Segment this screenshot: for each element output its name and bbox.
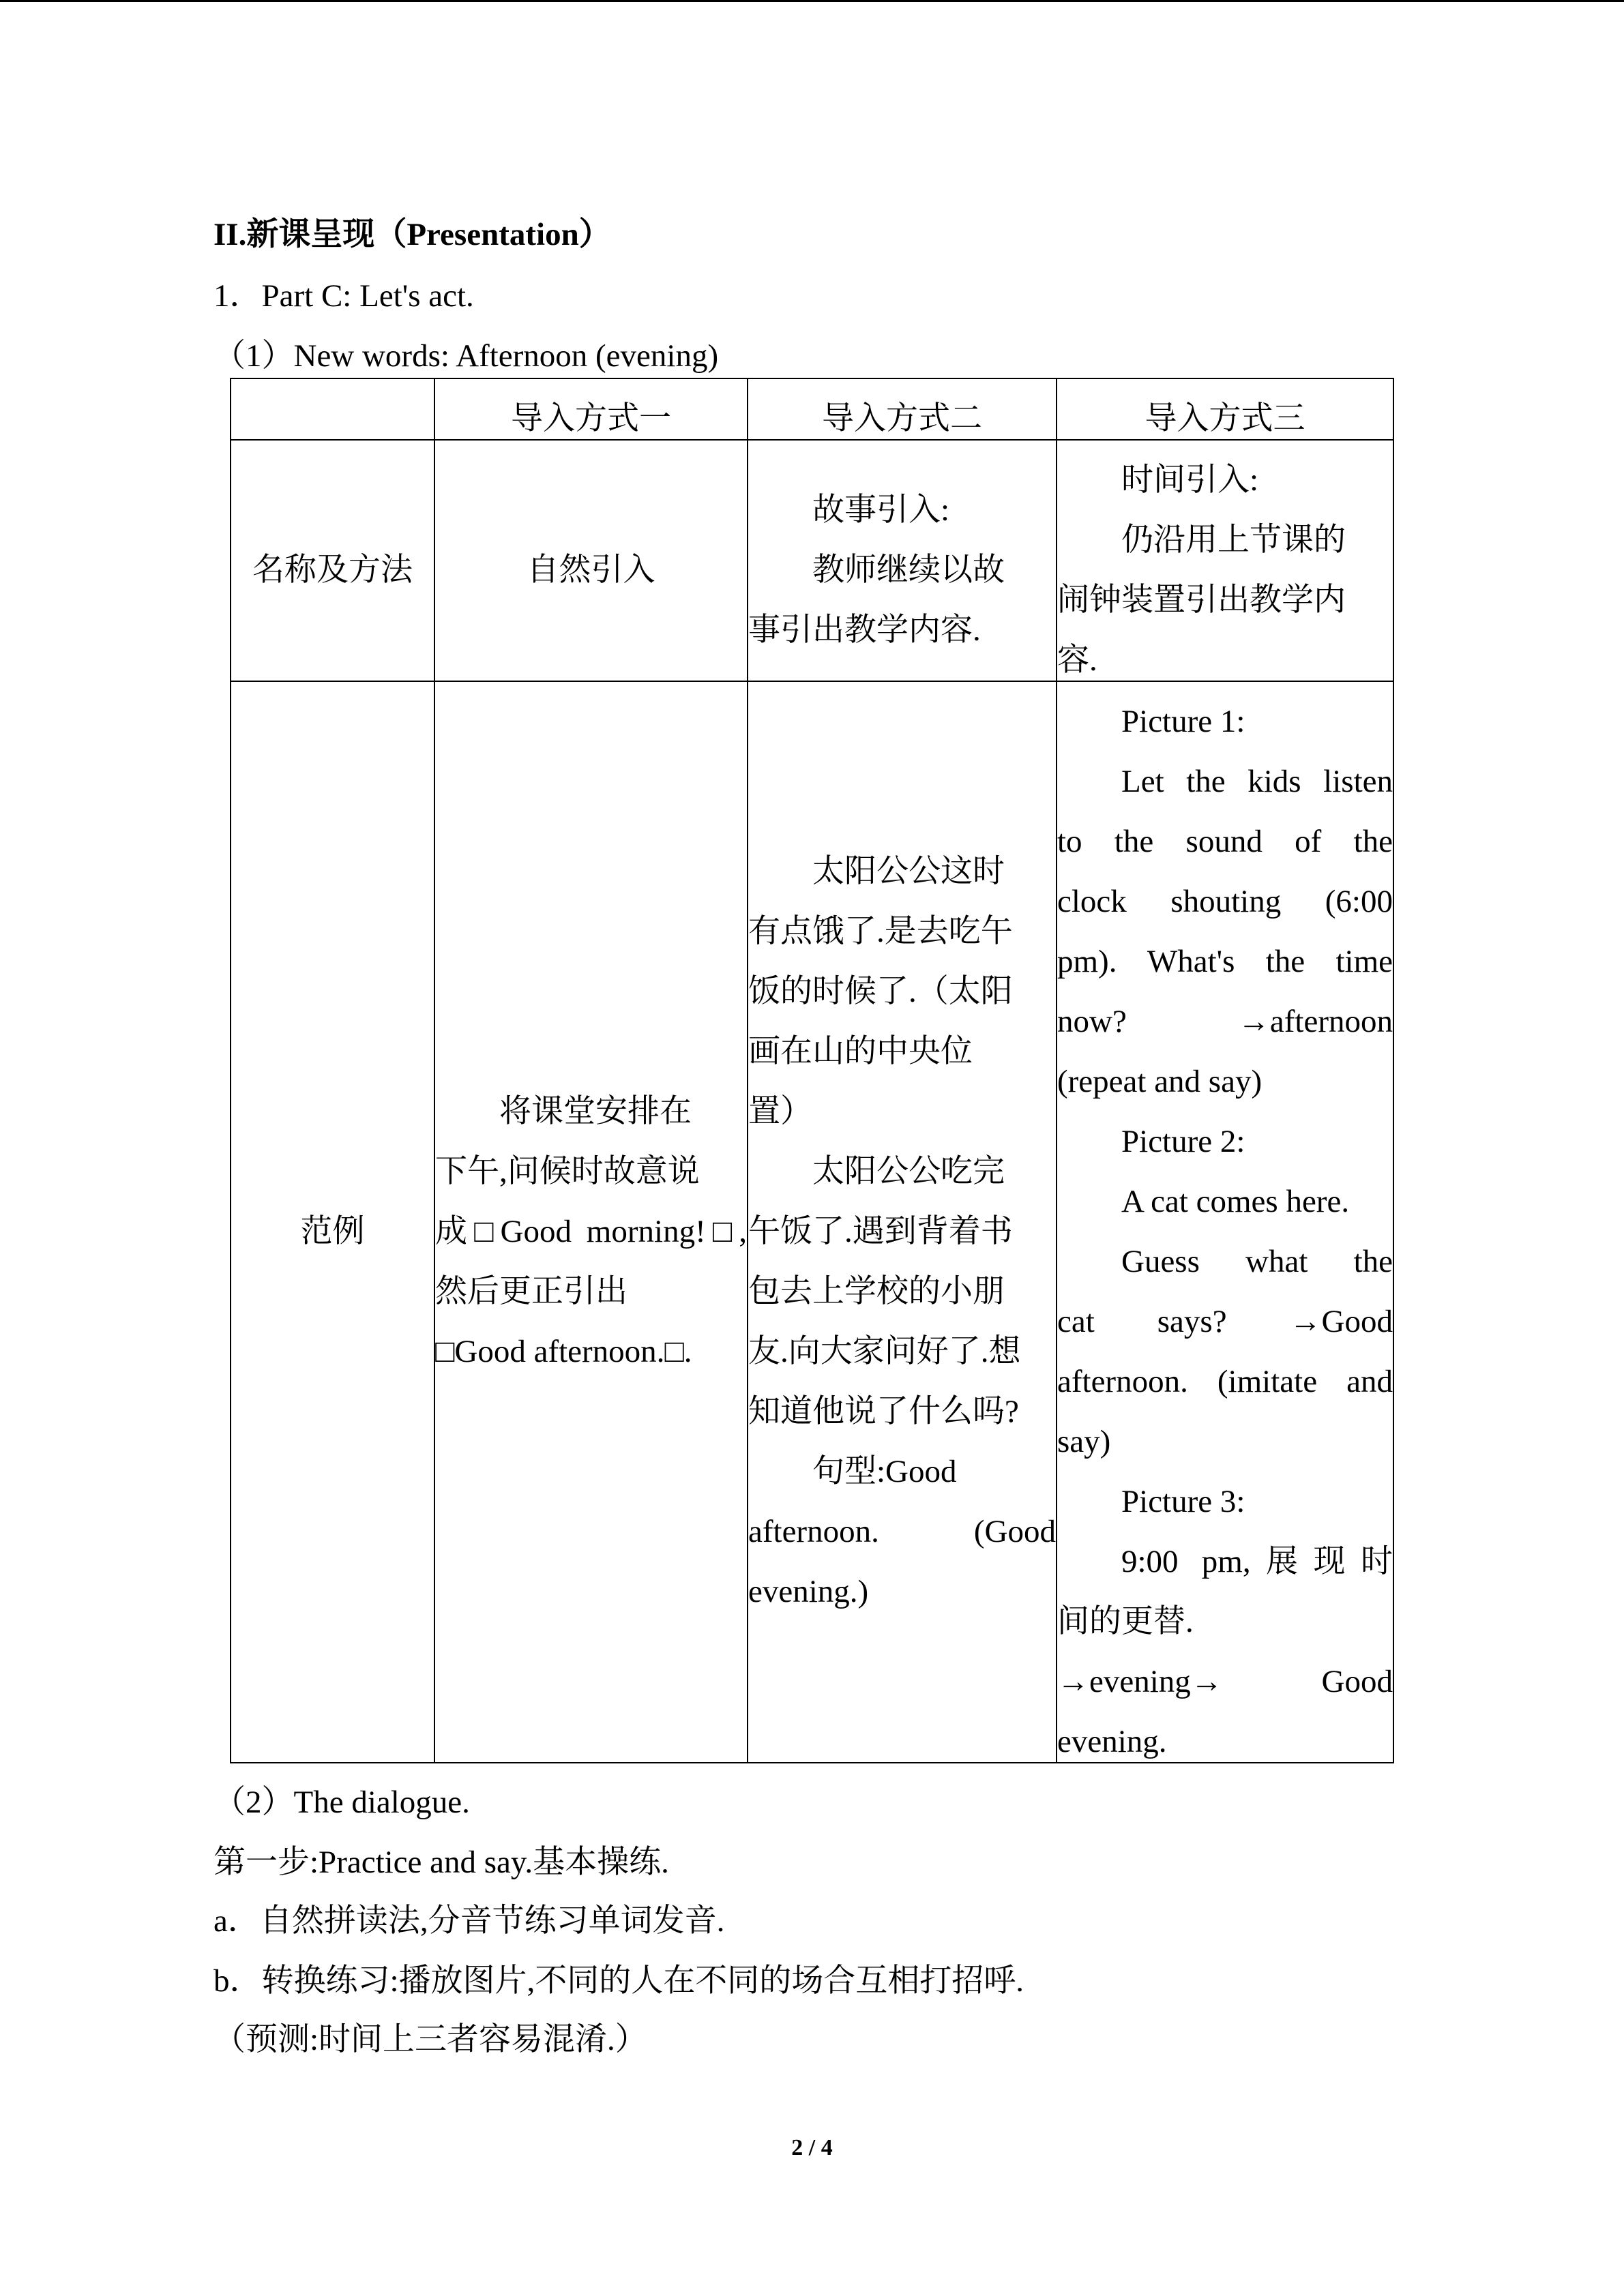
header-cell-method-2 [748, 378, 1057, 440]
cell-text-line: evening.) [748, 1574, 869, 1609]
row-label-cell [231, 440, 434, 681]
cell-text-line: 画在山的中央位 [748, 1034, 973, 1069]
cell-text-line: 仍沿用上节课的 [1121, 522, 1346, 558]
cell-text-line: (repeat and say) [1057, 1064, 1263, 1099]
page-top-edge-line [0, 0, 1624, 2]
table-row-examples [231, 681, 1393, 1763]
cell-text-line: 知道他说了什么吗? [748, 1394, 1019, 1429]
table-row-name-and-method [231, 440, 1393, 681]
cell-text-line: Picture 1: [1121, 704, 1245, 739]
cell-text-line: afternoon. (Good [748, 1514, 1056, 1549]
row-label-cell [231, 681, 434, 1763]
cell-text-line: 将课堂安排在 [499, 1094, 692, 1129]
cell-text-line: A cat comes here. [1121, 1184, 1350, 1219]
cell-text-line: 太阳公公这时 [812, 854, 1005, 889]
cell-text-line: 饭的时候了.（太阳 [748, 974, 1013, 1009]
cell-text-line: 闹钟装置引出教学内 [1057, 582, 1346, 618]
method-2-cell [748, 440, 1057, 681]
section-heading: II.新课呈现（Presentation） [213, 217, 611, 252]
cell-text-line: Picture 3: [1121, 1484, 1245, 1519]
part-title: 1．Part C: Let's act. [213, 278, 474, 314]
cell-text-line: Guess what the [1121, 1244, 1393, 1279]
cell-text-line: 间的更替. [1057, 1604, 1194, 1639]
page-number: 2 / 4 [791, 2135, 833, 2160]
row-label: 名称及方法 [252, 552, 413, 588]
cell-text-line: afternoon. (imitate and [1057, 1364, 1393, 1399]
cell-text-line: Let the kids listen [1121, 764, 1393, 799]
method-3-cell [1057, 440, 1393, 681]
step-one-line: 第一步:Practice and say.基本操练. [213, 1845, 669, 1880]
cell-text-line: pm). What's the time [1057, 944, 1393, 979]
header-cell-empty [231, 378, 434, 440]
cell-text-line: 容. [1057, 642, 1097, 678]
header-cell-method-1 [434, 378, 748, 440]
cell-text-line: 太阳公公吃完 [812, 1154, 1005, 1189]
cell-text-line: 有点饿了.是去吃午 [748, 914, 1013, 949]
row-label: 范例 [300, 1214, 365, 1249]
cell-text-line: 成□Good morning!□, [435, 1214, 747, 1249]
cell-text-line: 午饭了.遇到背着书 [748, 1214, 1013, 1249]
method-1-cell [434, 681, 748, 1763]
header-label: 导入方式三 [1145, 401, 1305, 436]
cell-text-line: 句型:Good [812, 1454, 957, 1489]
cell-text-line: now? →afternoon [1057, 1004, 1393, 1039]
cell-text-line: 包去上学校的小朋 [748, 1274, 1005, 1309]
cell-text-line: □Good afternoon.□. [435, 1334, 692, 1369]
item-a-line: a．自然拼读法,分音节练习单词发音. [213, 1903, 725, 1939]
cell-text-line: 置） [748, 1094, 812, 1129]
method-1-cell [434, 440, 748, 681]
header-label: 导入方式一 [511, 401, 671, 436]
method-3-cell [1057, 681, 1393, 1763]
cell-text-line: →evening→ Good [1057, 1664, 1393, 1699]
cell-text-line: 自然引入 [527, 552, 655, 588]
cell-text-line: 下午,问候时故意说 [435, 1154, 700, 1189]
header-cell-method-3 [1057, 378, 1393, 440]
cell-text-line: evening. [1057, 1724, 1167, 1759]
cell-text-line: to the sound of the [1057, 824, 1393, 859]
table-header-row [231, 378, 1393, 440]
cell-text-line: 时间引入: [1121, 462, 1259, 498]
cell-text-line: cat says? →Good [1057, 1304, 1393, 1339]
cell-text-line: say) [1057, 1424, 1111, 1459]
cell-text-line: clock shouting (6:00 [1057, 884, 1393, 919]
method-2-cell [748, 681, 1057, 1763]
cell-text-line: 9:00 pm,展现时 [1121, 1544, 1393, 1579]
item-b-line: b．转换练习:播放图片,不同的人在不同的场合互相打招呼. [213, 1963, 1024, 1999]
lead-in-methods-table [230, 378, 1394, 1763]
cell-text-line: 事引出教学内容. [748, 612, 981, 648]
header-label: 导入方式二 [822, 401, 982, 436]
prediction-note: （预测:时间上三者容易混淆.） [213, 2022, 647, 2057]
cell-text-line: 教师继续以故 [812, 552, 1005, 588]
new-words-line: （1）New words: Afternoon (evening) [213, 338, 719, 374]
cell-text-line: 友.向大家问好了.想 [748, 1334, 1021, 1369]
cell-text-line: 然后更正引出 [435, 1274, 628, 1309]
dialogue-title: （2）The dialogue. [213, 1785, 470, 1820]
cell-text-line: 故事引入: [812, 492, 950, 528]
cell-text-line: Picture 2: [1121, 1124, 1245, 1159]
